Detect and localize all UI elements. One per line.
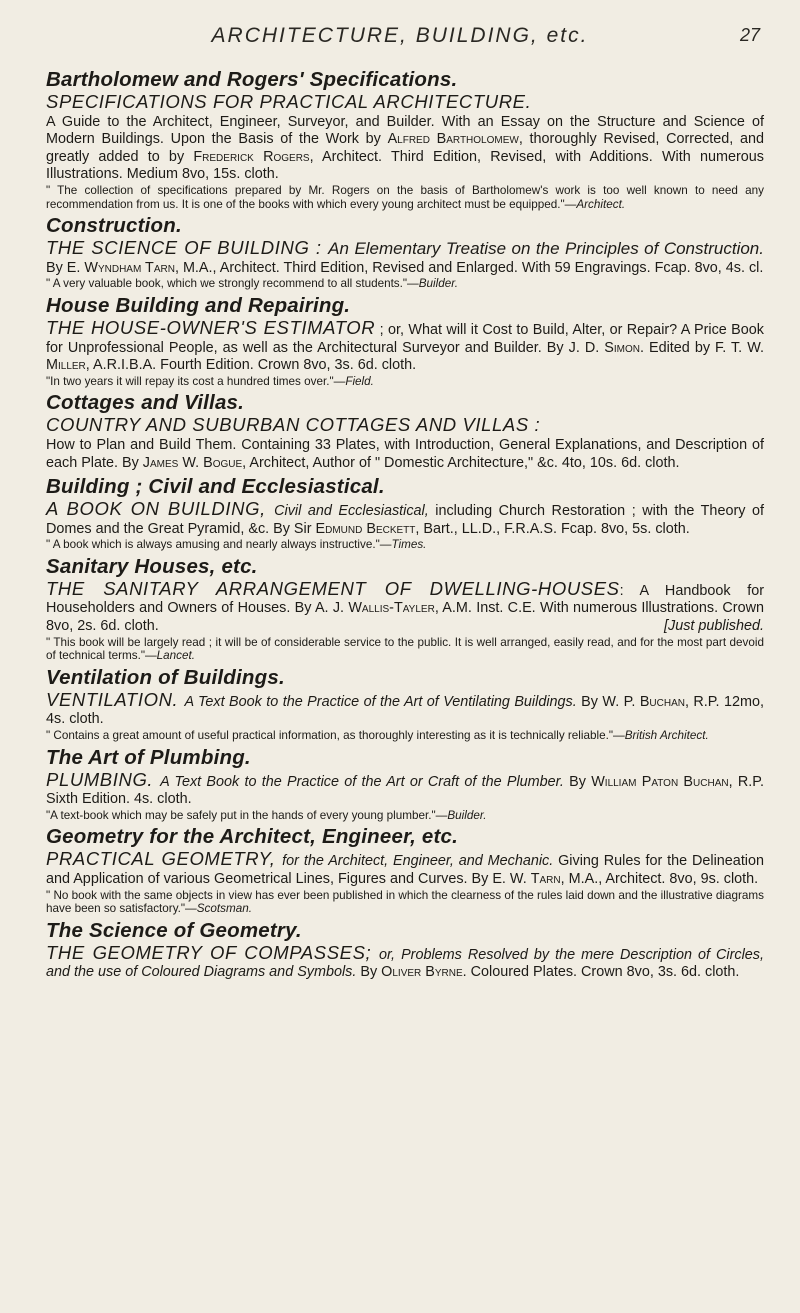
entry-heading: The Science of Geometry. [46,918,302,942]
review-quote: " Contains a great amount of useful practical information, as thoroughly interesting as it is technically reliable."—British Architect. [46,729,709,743]
book-subtitle: Civil and Ecclesiastical, [274,503,429,520]
author-name: Tarn [530,871,561,887]
author-name: William Paton Buchan [591,773,729,790]
entry-heading: House Building and Repairing. [46,293,351,317]
entry-description: THE HOUSE-OWNER'S ESTIMATOR ; or, What will it Cost to Build, Alter, or Repair? A Price Book for Unprofessional People, as well as the Architectural Surveyor and Builder. By J. D. Simon. Edited by F. T. W. Miller, A.R.I.B.A. Fourth Edition. Crown 8vo, 3s. 6d. cloth. [46,316,764,374]
book-subtitle: for the Architect, Engineer, and Mechanic. [282,853,554,870]
catalogue-entry-building-civil [46,475,764,552]
review-quote: " No book with the same objects in view has ever been published in which the clearness of the rules laid down and the illustrative diagrams have been so satisfactory."—Scotsman. [46,888,764,916]
entry-description: A BOOK ON BUILDING, Civil and Ecclesiastical, including Church Restoration ; with the Theory of Domes and the Great Pyramid, &c. By Sir Edmund Beckett, Bart., LL.D., F.R.A.S. Fcap. 8vo, 5s. cloth. [46,498,764,537]
catalogue-entry-construction [46,214,764,291]
author-name: Alfred Bartholomew [387,131,519,148]
catalogue-entry-plumbing [46,746,764,823]
author-name: James W. Bogue [142,454,243,471]
book-title: COUNTRY AND SUBURBAN COTTAGES AND VILLAS : [46,414,541,436]
book-title: PRACTICAL GEOMETRY, [46,848,283,870]
entry-description: THE GEOMETRY OF COMPASSES; or, Problems Resolved by the mere Description of Circles, and the use of Coloured Diagrams and Symbols. By Oliver Byrne. Coloured Plates. Crown 8vo, 3s. 6d. cloth. [46,941,764,981]
review-quote: "In two years it will repay its cost a hundred times over."—Field. [46,374,374,388]
review-quote: " A very valuable book, which we strongly recommend to all students."—Builder. [46,277,458,291]
entry-heading: Cottages and Villas. [46,391,245,415]
entry-heading: Building ; Civil and Ecclesiastical. [46,475,385,499]
running-title: ARCHITECTURE, BUILDING, etc. [211,24,589,47]
catalogue-entry-ventilation [46,666,764,743]
catalogue-entry-geometry [46,825,764,915]
catalogue-entry-sanitary [46,555,764,663]
review-quote: " The collection of specifications prepared by Mr. Rogers on the basis of Bartholomew's work is too well known to need any recommendation from us. It is one of the books with which every young architect must be equipped."—Architect. [46,183,764,211]
book-subtitle: An Elementary Treatise on the Principles of Construction. [328,239,764,259]
entry-heading: Construction. [46,214,182,238]
author-name: Buchan [639,693,685,710]
entry-description: SPECIFICATIONS FOR PRACTICAL ARCHITECTURE. A Guide to the Architect, Engineer, Surveyor, and Builder. With an Essay on the Structure and Science of Modern Buildings. Upon the Basis of the Work by Alfred Bartholomew, thoroughly Revised, Corrected, and greatly added to by Frederick Rogers, Architect. Third Edition, Revised, with Additions. With numerous Illustrations. Medium 8vo, 15s. cloth. [46,91,765,183]
entry-description: THE SCIENCE OF BUILDING : An Elementary Treatise on the Principles of Construction. By E. Wyndham Tarn, M.A., Architect. Third Edition, Revised and Enlarged. With 59 Engravings. Fcap. 8vo, 4s. cl. [46,237,764,276]
author-name: Wallis-Tayler [348,600,435,617]
review-quote: "A text-book which may be safely put in the hands of every young plumber."—Builder. [46,808,487,822]
book-title: PLUMBING. [46,768,161,790]
book-subtitle: or, Problems Resolved by the mere Description of Circles, and the use of Coloured Diagrams and Symbols. [46,946,764,981]
entry-description: THE SANITARY ARRANGEMENT OF DWELLING-HOUSES: A Handbook for Householders and Owners of Houses. By A. J. Wallis-Tayler, A.M. Inst. C.E. With numerous Illustrations. Crown 8vo, 2s. 6d. cloth. [Just published. [46,577,764,635]
book-subtitle: A Text Book to the Practice of the Art of Ventilating Buildings. [184,693,577,710]
quote-source: Architect. [576,197,626,211]
author-name: Oliver Byrne [381,964,463,981]
author-name: Simon [604,339,640,356]
book-title: SPECIFICATIONS FOR PRACTICAL ARCHITECTURE. [46,91,532,112]
author-name: Miller [46,357,86,374]
quote-source: Lancet. [156,649,196,663]
author-name: Frederick Rogers [193,148,310,165]
book-title: THE HOUSE-OWNER'S ESTIMATOR [46,316,376,338]
catalogue-column [46,68,764,982]
entry-heading: Geometry for the Architect, Engineer, etc. [46,825,459,849]
quote-source: British Architect. [624,729,709,743]
quote-source: Builder. [418,277,458,291]
entry-description: COUNTRY AND SUBURBAN COTTAGES AND VILLAS : How to Plan and Build Them. Containing 33 Plates, with Introduction, General Explanations, and Description of each Plate. By James W. Bogue, Architect, Author of " Domestic Architecture," &c. 4to, 10s. 6d. cloth. [46,414,764,471]
book-title: THE SANITARY ARRANGEMENT OF DWELLING-HOUSES [46,577,620,599]
entry-description: VENTILATION. A Text Book to the Practice of the Art of Ventilating Buildings. By W. P. Buchan, R.P. 12mo, 4s. cloth. [46,688,764,728]
entry-description: PLUMBING. A Text Book to the Practice of the Art or Craft of the Plumber. By William Paton Buchan, R.P. Sixth Edition. 4s. cloth. [46,768,764,808]
book-subtitle: A Text Book to the Practice of the Art or Craft of the Plumber. [160,773,564,790]
entry-description: PRACTICAL GEOMETRY, for the Architect, Engineer, and Mechanic. Giving Rules for the Delineation and Application of various Geometrical Lines, Figures and Curves. By E. W. Tarn, M.A., Architect. 8vo, 9s. cloth. [46,848,765,887]
quote-source: Field. [345,374,374,388]
book-title: THE SCIENCE OF BUILDING : [46,237,329,259]
entry-heading: Bartholomew and Rogers' Specifications. [46,68,458,91]
page-number: 27 [739,25,760,45]
catalogue-entry-cottages [46,391,764,475]
quote-source: Builder. [447,808,487,822]
quote-source: Times. [391,538,427,552]
running-header [0,24,800,48]
catalogue-entry-house-building [46,294,764,388]
entry-heading: Sanitary Houses, etc. [46,554,258,578]
book-title: THE GEOMETRY OF COMPASSES; [46,941,380,963]
entry-heading: The Art of Plumbing. [46,745,251,769]
quote-source: Scotsman. [196,902,252,916]
book-title: VENTILATION. [46,688,185,710]
author-name: Edmund Beckett [315,520,416,537]
author-name: Wyndham Tarn [84,259,175,276]
book-title: A BOOK ON BUILDING, [46,498,275,520]
entry-heading: Ventilation of Buildings. [46,665,285,689]
catalogue-entry-specifications [46,68,764,211]
review-quote: " A book which is always amusing and nearly always instructive."—Times. [46,538,427,552]
catalogue-entry-compasses [46,919,764,982]
just-published-note: [Just published. [664,618,764,635]
review-quote: " This book will be largely read ; it will be of considerable service to the public. It is well arranged, easily read, and for the most part devoid of technical terms."—Lancet. [46,635,764,663]
